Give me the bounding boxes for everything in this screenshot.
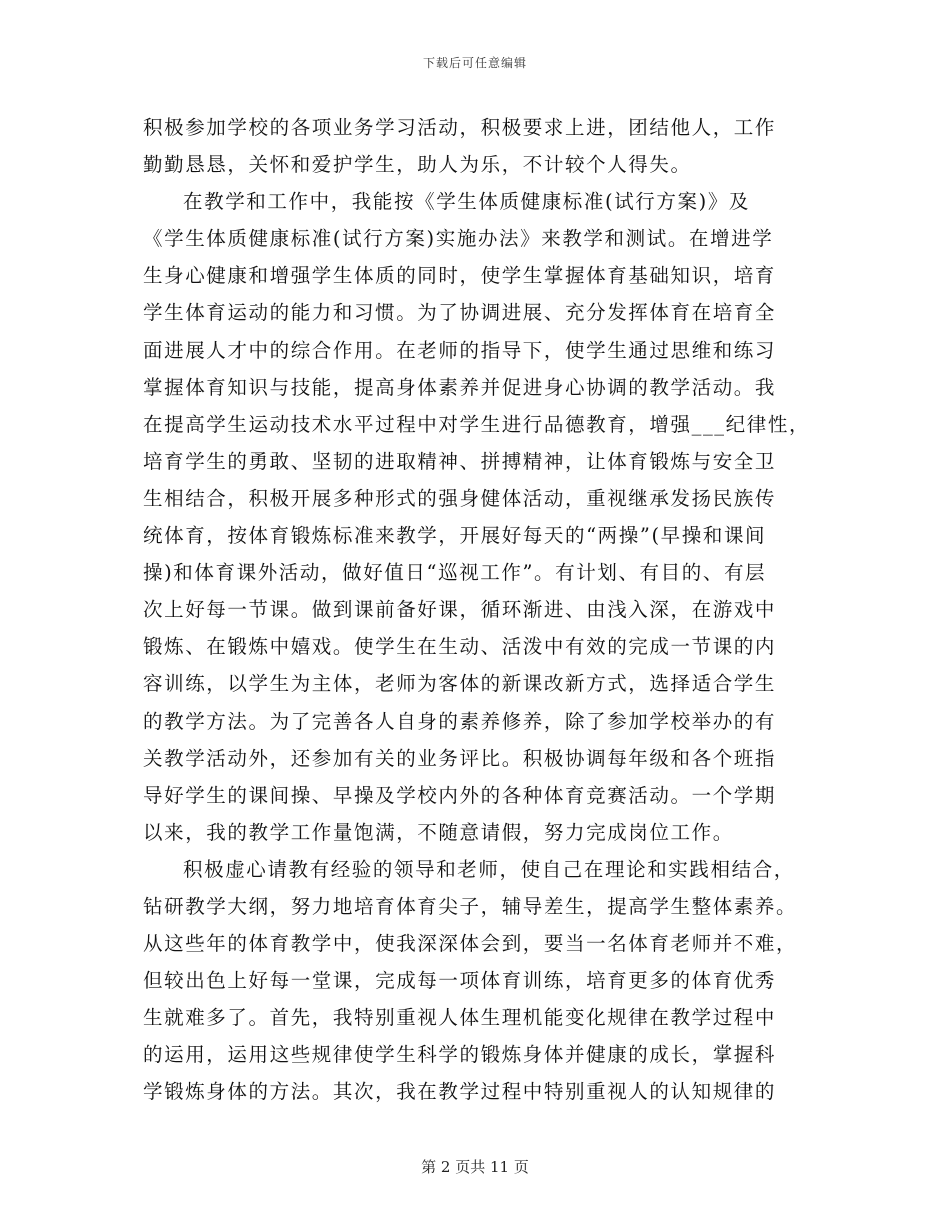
page-header: 下载后可任意编辑 <box>422 56 527 70</box>
paragraph-start-line: 积极虚心请教有经验的领导和老师，使自己在理论和实践相结合， <box>183 857 795 881</box>
document-body <box>143 109 833 1111</box>
text-line: 面进展人才中的综合作用。在老师的指导下，使学生通过思维和练习 <box>143 338 777 362</box>
text-line: 操)和体育课外活动，做好值日“巡视工作”。有计划、有目的、有层 <box>143 561 767 585</box>
text-line: 生就难多了。首先，我特别重视人体生理机能变化规律在教学过程中 <box>143 1006 777 1030</box>
text-line: 次上好每一节课。做到课前备好课，循环渐进、由浅入深，在游戏中 <box>143 598 777 622</box>
text-line: 但较出色上好每一堂课，完成每一项体育训练，培育更多的体育优秀 <box>143 969 777 993</box>
text-line: 掌握体育知识与技能，提高身体素养并促进身心协调的教学活动。我 <box>143 375 777 399</box>
text-line: 学锻炼身体的方法。其次，我在教学过程中特别重视人的认知规律的 <box>143 1080 777 1104</box>
text-line: 在提高学生运动技术水平过程中对学生进行品德教育，增强___纪律性， <box>143 412 811 436</box>
text-line: 培育学生的勇敢、坚韧的进取精神、拼搏精神，让体育锻炼与安全卫 <box>143 449 777 473</box>
text-line: 生身心健康和增强学生体质的同时，使学生掌握体育基础知识，培育 <box>143 264 777 288</box>
text-line: 统体育，按体育锻炼标准来教学，开展好每天的“两操”(早操和课间 <box>143 524 767 548</box>
text-line: 容训练，以学生为主体，老师为客体的新课改新方式，选择适合学生 <box>143 672 777 696</box>
text-line: 勤勤恳恳，关怀和爱护学生，助人为乐，不计较个人得失。 <box>143 153 692 177</box>
text-line: 从这些年的体育教学中，使我深深体会到，要当一名体育老师并不难， <box>143 932 798 956</box>
text-line: 钻研教学大纲，努力地培育体育尖子，辅导差生，提高学生整体素养。 <box>143 894 798 918</box>
text-line: 以来，我的教学工作量饱满，不随意请假，努力完成岗位工作。 <box>143 820 734 844</box>
text-line: 关教学活动外，还参加有关的业务评比。积极协调每年级和各个班指 <box>143 746 777 770</box>
text-line: 积极参加学校的各项业务学习活动，积极要求上进，团结他人，工作 <box>143 116 777 139</box>
paragraph-start-line: 在教学和工作中，我能按《学生体质健康标准(试行方案)》及 <box>183 190 751 214</box>
text-line: 锻炼、在锻炼中嬉戏。使学生在生动、活泼中有效的完成一节课的内 <box>143 635 777 659</box>
text-line: 导好学生的课间操、早操及学校内外的各种体育竞赛活动。一个学期 <box>143 783 777 807</box>
text-line: 生相结合，积极开展多种形式的强身健体活动，重视继承发扬民族传 <box>143 486 777 510</box>
text-line: 的运用，运用这些规律使学生科学的锻炼身体并健康的成长，掌握科 <box>143 1043 777 1067</box>
text-line: 《学生体质健康标准(试行方案)实施办法》来教学和测试。在增进学 <box>143 227 774 251</box>
text-line: 学生体育运动的能力和习惯。为了协调进展、充分发挥体育在培育全 <box>143 301 777 325</box>
page-footer: 第 2 页共 11 页 <box>421 1158 529 1176</box>
text-line: 的教学方法。为了完善各人自身的素养修养，除了参加学校举办的有 <box>143 709 777 733</box>
